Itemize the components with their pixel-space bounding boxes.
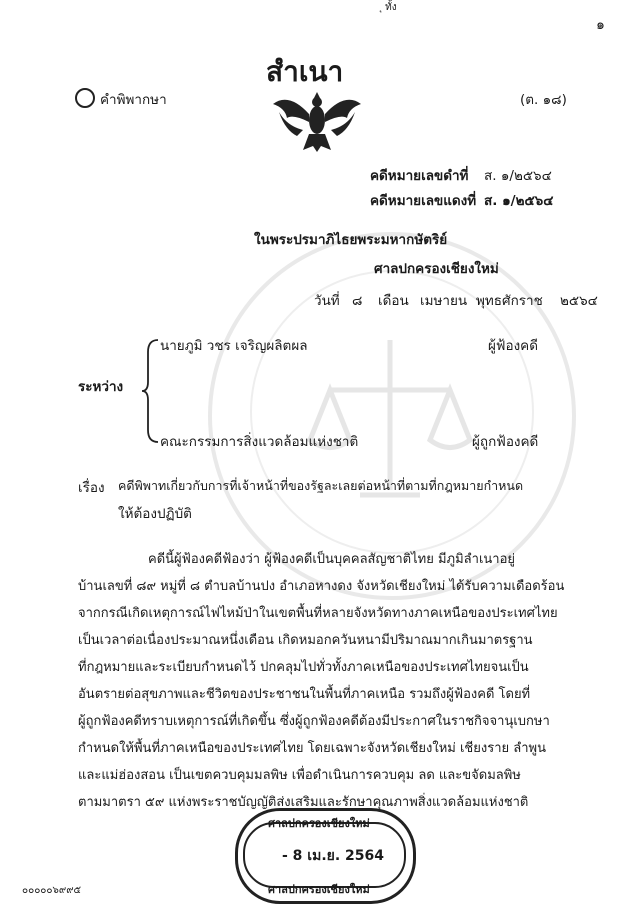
stamp-court-top: ศาลปกครองเชียงใหม่ <box>268 817 370 830</box>
form-code: (ต. ๑๘) <box>520 92 567 108</box>
date-month-label: เดือน <box>378 293 409 309</box>
body-line: ผู้ถูกฟ้องคดีทราบเหตุการณ์ที่เกิดขึ้น ซึ่งผู้ถูกฟ้องคดีต้องมีประกาศในราชกิจจานุเบกษา <box>78 714 550 729</box>
defendant-role: ผู้ถูกฟ้องคดี <box>472 434 539 450</box>
subject-label: เรื่อง <box>78 480 105 496</box>
body-line: บ้านเลขที่ ๘๙ หมู่ที่ ๘ ตำบลบ้านปง อำเภอหางดง จังหวัดเชียงใหม่ ได้รับความเดือดร้อน <box>78 579 565 594</box>
body-line: และแม่ฮ่องสอน เป็นเขตควบคุมมลพิษ เพื่อดำเนินการควบคุม ลด และขจัดมลพิษ <box>78 768 521 783</box>
document-type: คำพิพากษา <box>100 92 167 108</box>
body-line: ที่กฎหมายและระเบียบกำหนดไว้ ปกคลุมไปทั่วทั้งภาคเหนือของประเทศไทยจนเป็น <box>78 660 529 675</box>
body-line: เป็นเวลาต่อเนื่องประมาณหนึ่งเดือน เกิดหมอกควันหนามีปริมาณมากเกินมาตรฐาน <box>78 633 533 648</box>
between-label: ระหว่าง <box>78 379 124 395</box>
court-name: ศาลปกครองเชียงใหม่ <box>374 261 499 277</box>
stamp-date: - 8 เม.ย. 2564 <box>282 848 384 864</box>
body-line: ตามมาตรา ๕๙ แห่งพระราชบัญญัติส่งเสริมและรักษาคุณภาพสิ่งแวดล้อมแห่งชาติ <box>78 795 529 810</box>
footer-code: ๐๐๐๐๐๖๙๙๕ <box>22 885 82 896</box>
date-day-label: วันที่ <box>314 293 340 309</box>
subject-line-2: ให้ต้องปฏิบัติ <box>118 506 192 522</box>
page-number: ๑ <box>596 17 605 33</box>
document-type-radio[interactable] <box>75 88 95 108</box>
date-day: ๘ <box>352 293 363 309</box>
stamp-court-bottom: ศาลปกครองเชียงใหม่ <box>268 883 370 896</box>
black-case-number: ส. ๑/๒๕๖๔ <box>484 168 552 184</box>
body-line: คดีนี้ผู้ฟ้องคดีฟ้องว่า ผู้ฟ้องคดีเป็นบุคคลสัญชาติไทย มีภูมิลำเนาอยู่ <box>148 552 516 567</box>
royal-invocation: ในพระปรมาภิไธยพระมหากษัตริย์ <box>254 232 448 248</box>
document-title: สำเนา <box>266 55 344 88</box>
defendant-name: คณะกรรมการสิ่งแวดล้อมแห่งชาติ <box>160 434 359 450</box>
date-year: ๒๕๖๔ <box>560 293 598 309</box>
date-year-label: พุทธศักราช <box>476 293 543 309</box>
body-line: กำหนดให้พื้นที่ภาคเหนือของประเทศไทย โดยเฉพาะจังหวัดเชียงใหม่ เชียงราย ลำพูน <box>78 741 546 756</box>
garuda-emblem-icon <box>267 86 367 156</box>
header-fragment: ุ ทั้ง <box>382 2 397 13</box>
body-line: อันตรายต่อสุขภาพและชีวิตของประชาชนในพื้นที่ภาคเหนือ รวมถึงผู้ฟ้องคดี โดยที่ <box>78 687 531 702</box>
plaintiff-role: ผู้ฟ้องคดี <box>488 338 538 354</box>
body-line: จากกรณีเกิดเหตุการณ์ไฟไหม้ป่าในเขตพื้นที่หลายจังหวัดทางภาคเหนือของประเทศไทย <box>78 606 558 621</box>
subject-line-1: คดีพิพาทเกี่ยวกับการที่เจ้าหน้าที่ของรัฐละเลยต่อหน้าที่ตามที่กฎหมายกำหนด <box>118 478 524 493</box>
date-month: เมษายน <box>420 293 468 309</box>
plaintiff-name: นายภูมิ วชร เจริญผลิตผล <box>160 338 308 354</box>
red-case-label: คดีหมายเลขแดงที่ <box>370 193 477 209</box>
red-case-number: ส. ๑/๒๕๖๔ <box>484 193 554 209</box>
black-case-label: คดีหมายเลขดำที่ <box>370 168 469 184</box>
party-brace-icon <box>140 338 160 444</box>
